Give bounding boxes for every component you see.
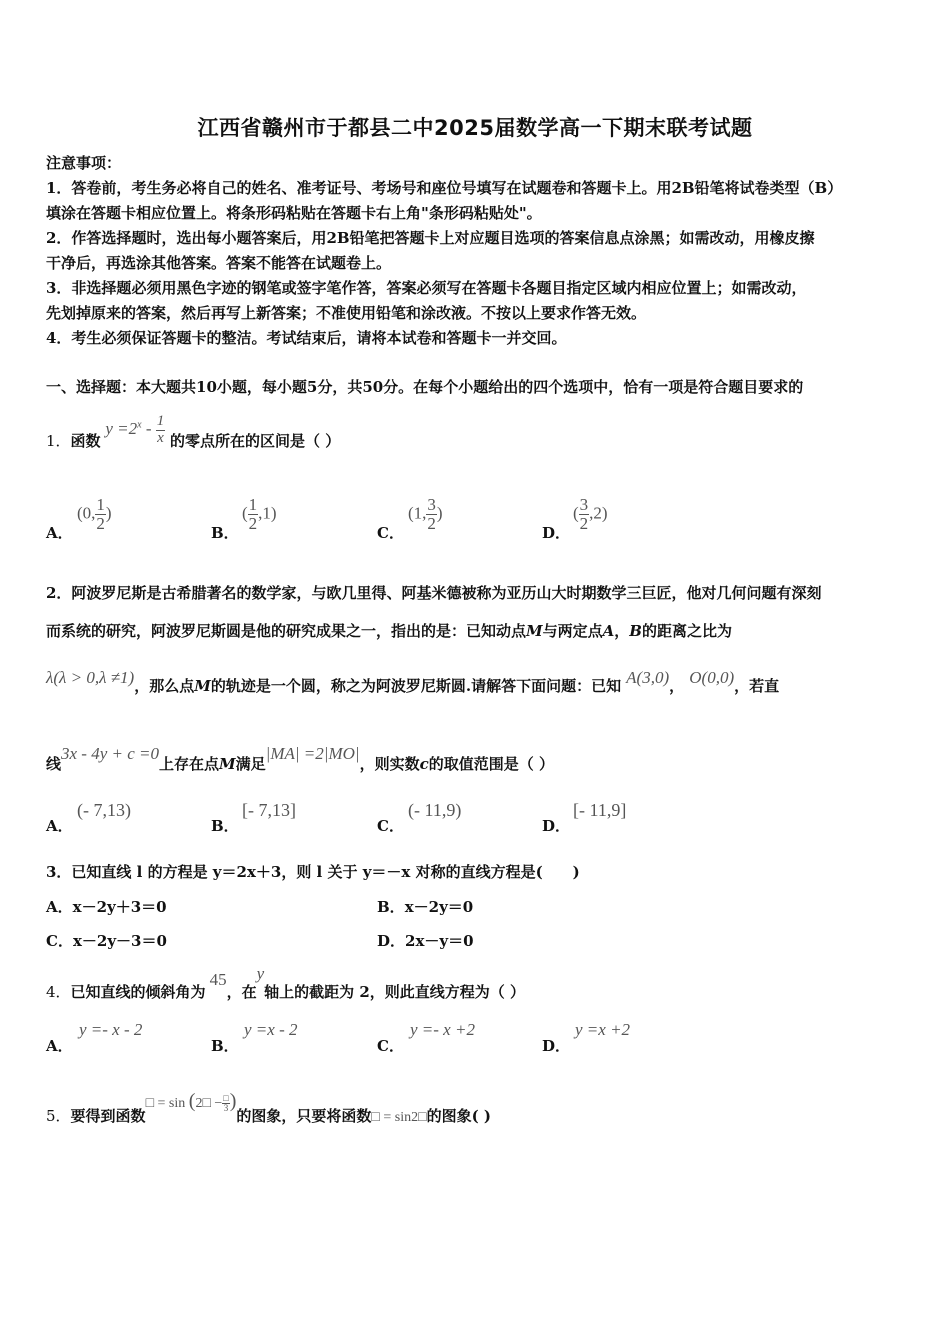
source-function: □ = sin2□ [371, 1110, 427, 1125]
question-3-option-b[interactable]: B．x－2y＝0 [377, 898, 474, 916]
question-1-option-c[interactable]: C． (1, $\frac{3}{2}$ ) [377, 495, 443, 542]
question-2-option-b[interactable]: B． [- 7,13] [211, 800, 296, 835]
question-4-option-d[interactable]: D． y =x +2 [542, 1020, 631, 1055]
point-a: A(3,0) [626, 668, 670, 687]
question-1-option-a[interactable]: A． (0, $\frac{1}{2}$ ) [46, 495, 112, 542]
lambda-condition: λ(λ > 0,λ ≠1) [46, 668, 135, 687]
question-4-option-b[interactable]: B． y =x - 2 [211, 1020, 298, 1055]
question-2-line-4: 线3x - 4y + c =0上存在点M满足|MA| =2|MO|，则实数c的取值范围是（ ） [46, 744, 554, 773]
note-2-line-1: 2．作答选择题时，选出每小题答案后，用2B铅笔把答题卡上对应题目选项的答案信息点涂黑；如需改动，用橡皮擦 [46, 229, 815, 247]
target-function: □ = sin (2□ − $\frac{□}{3}$ ) [145, 1090, 237, 1114]
question-1-number: 1． [46, 432, 71, 451]
question-2-line-2: 而系统的研究，阿波罗尼斯圆是他的研究成果之一，指出的是：已知动点M与两定点A，B的距离之比为 [46, 622, 732, 640]
point-o: O(0,0) [689, 668, 735, 687]
section-heading: 一、选择题：本大题共10小题，每小题5分，共50分。在每个小题给出的四个选项中，恰有一项是符合题目要求的 [46, 378, 804, 396]
question-4-option-c[interactable]: C． y =- x +2 [377, 1020, 475, 1055]
question-1-pre: 函数 [70, 432, 101, 451]
question-3-option-d[interactable]: D．2x－y＝0 [377, 932, 474, 950]
question-2-option-a[interactable]: A． (- 7,13) [46, 800, 131, 835]
question-5: 5．要得到函数□ = sin (2□ − $\frac{□}{3}$ )的图象，只要将函数□ = sin2□的图象( ) [46, 1090, 491, 1125]
note-3-line-1: 3．非选择题必须用黑色字迹的钢笔或签字笔作答，答案必须写在答题卡各题目指定区域内相应位置上；如需改动， [46, 279, 807, 297]
question-3-stem: 3．已知直线 l 的方程是 y＝2x＋3，则 l 关于 y＝－x 对称的直线方程是( ) [46, 863, 580, 881]
question-4: 4．已知直线的倾斜角为45，在y轴上的截距为 2，则此直线方程为（ ） [46, 964, 526, 1001]
distance-condition: |MA| =2|MO| [265, 744, 360, 763]
question-1-function: $y =2^x$ - $\frac{1}{x}$ [105, 413, 165, 446]
question-1-post: 的零点所在的区间是（ ） [170, 432, 341, 451]
y-axis-symbol: y [256, 964, 265, 983]
notes-heading: 注意事项： [46, 154, 122, 172]
question-1-option-d[interactable]: D． ( $\frac{3}{2}$ ,2) [542, 495, 608, 542]
question-2-line-3: λ(λ > 0,λ ≠1)，那么点M的轨迹是一个圆，称之为阿波罗尼斯圆.请解答下面问题：已知 A(3,0)， O(0,0)，若直 [46, 668, 780, 695]
page-title: 江西省赣州市于都县二中2025届数学高一下期末联考试题 [197, 116, 753, 140]
question-3-option-c[interactable]: C．x－2y－3＝0 [46, 932, 167, 950]
note-1-line-1: 1．答卷前，考生务必将自己的姓名、准考证号、考场号和座位号填写在试题卷和答题卡上。用2B铅笔将试卷类型（B） [46, 179, 843, 197]
question-1-option-b[interactable]: B． ( $\frac{1}{2}$ ,1) [211, 495, 277, 542]
question-2-line-1: 2．阿波罗尼斯是古希腊著名的数学家，与欧几里得、阿基米德被称为亚历山大时期数学三巨匠，他对几何问题有深刻 [46, 584, 822, 602]
question-1 [46, 414, 340, 451]
note-3-line-2: 先划掉原来的答案，然后再写上新答案；不准使用铅笔和涂改液。不按以上要求作答无效。 [46, 304, 647, 322]
angle-value: 45 [209, 970, 227, 989]
note-4: 4．考生必须保证答题卡的整洁。考试结束后，请将本试卷和答题卡一并交回。 [46, 329, 567, 347]
note-2-line-2: 干净后，再选涂其他答案。答案不能答在试题卷上。 [46, 254, 392, 272]
note-1-line-2: 填涂在答题卡相应位置上。将条形码粘贴在答题卡右上角"条形码粘贴处"。 [46, 204, 542, 222]
question-3-option-a[interactable]: A．x－2y＋3＝0 [46, 898, 167, 916]
question-2-option-d[interactable]: D． [- 11,9] [542, 800, 627, 835]
question-2-option-c[interactable]: C． (- 11,9) [377, 800, 462, 835]
line-equation: 3x - 4y + c =0 [61, 744, 160, 763]
question-4-option-a[interactable]: A． y =- x - 2 [46, 1020, 143, 1055]
